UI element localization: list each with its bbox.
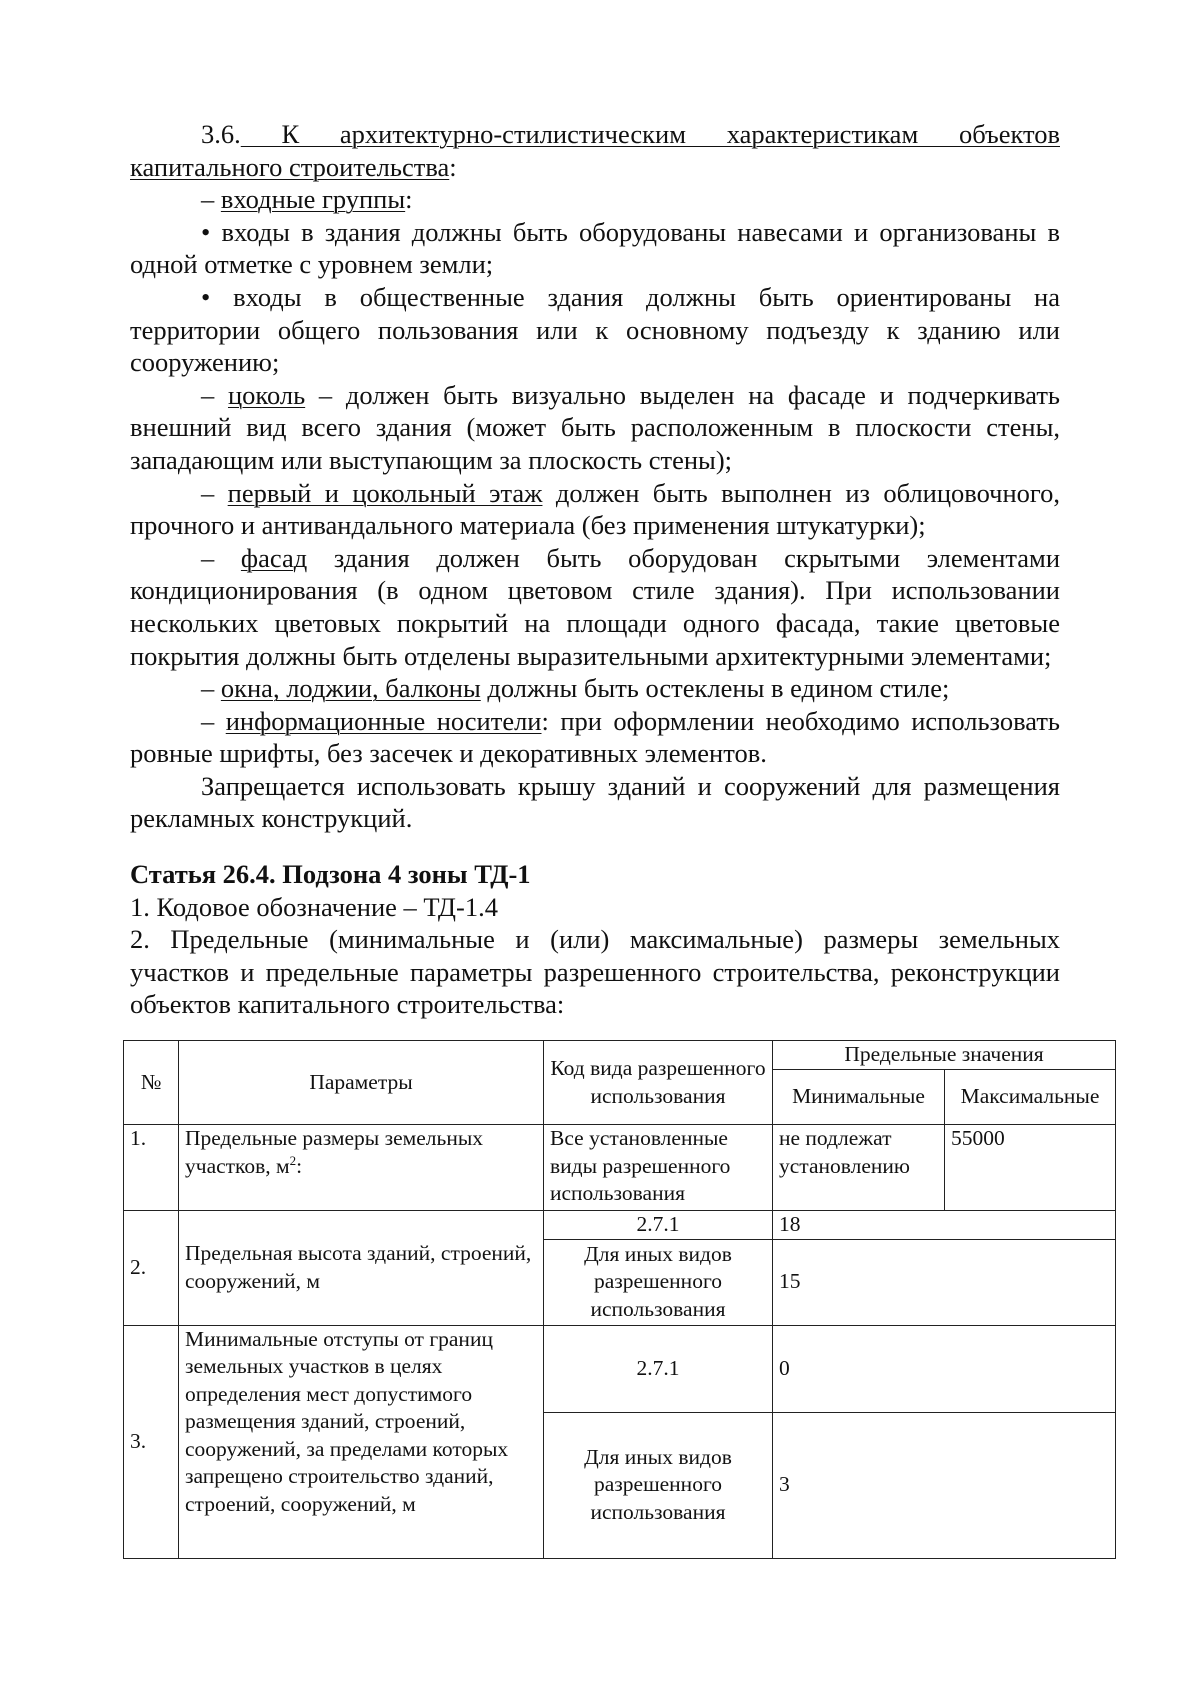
header-limits: Предельные значения	[773, 1041, 1116, 1070]
parameters-table	[123, 1040, 1116, 1559]
article-26-4	[130, 858, 1060, 1021]
row1-max: 55000	[945, 1125, 1116, 1211]
article-item-1: 1. Кодовое обозначение – ТД-1.4	[130, 891, 498, 922]
row2-value-b: 15	[773, 1239, 1116, 1325]
floor-paragraph: – первый и цокольный этаж должен быть выполнен из облицовочного, прочного и антивандального материала (без применения штукатурки);	[130, 477, 1061, 541]
row3-value-b: 3	[773, 1412, 1116, 1558]
section-3-6	[130, 118, 1060, 835]
header-max: Максимальные	[945, 1070, 1116, 1125]
table-row	[124, 1325, 1116, 1412]
row1-param: Предельные размеры земельных участков, $м^2$:	[179, 1125, 544, 1211]
section-3-6-heading: 3.6. К архитектурно-стилистическим характеристикам объектов капитального строительства:	[130, 119, 1060, 182]
entrance-groups-term: входные группы	[220, 184, 406, 215]
bullet-canopy: • входы в здания должны быть оборудованы навесами и организованы в одной отметке с уровнем земли;	[130, 216, 1060, 280]
table-row	[124, 1211, 1116, 1240]
row2-code-a: 2.7.1	[544, 1211, 773, 1240]
table-row	[124, 1125, 1116, 1211]
row3-code-a: 2.7.1	[544, 1325, 773, 1412]
plinth-paragraph: – цоколь – должен быть визуально выделен на фасаде и подчеркивать внешний вид всего здания (может быть расположенным в плоскости стены, западающим или выступающим за плоскость стены);	[130, 379, 1060, 475]
header-number: №	[124, 1041, 179, 1125]
plinth-term: цоколь	[227, 379, 306, 410]
row3-code-b: Для иных видов разрешенного использования	[544, 1412, 773, 1558]
header-params: Параметры	[179, 1041, 544, 1125]
roof-ban-paragraph: Запрещается использовать крышу зданий и сооружений для размещения рекламных конструкций.	[130, 770, 1060, 834]
row2-code-b: Для иных видов разрешенного использования	[544, 1239, 773, 1325]
windows-paragraph: – окна, лоджии, балконы должны быть остеклены в едином стиле;	[201, 673, 950, 704]
row1-min: не подлежат установлению	[773, 1125, 945, 1211]
header-min: Минимальные	[773, 1070, 945, 1125]
floor-term: первый и цокольный этаж	[227, 477, 543, 508]
row2-value-a: 18	[773, 1211, 1116, 1240]
info-carriers-paragraph: – информационные носители: при оформлении необходимо использовать ровные шрифты, без засечек и декоративных элементов.	[130, 705, 1061, 769]
row3-value-a: 0	[773, 1325, 1116, 1412]
table-header-row	[124, 1041, 1116, 1070]
info-carriers-term: информационные носители	[225, 705, 542, 736]
header-code: Код вида разрешенного использования	[544, 1041, 773, 1125]
article-title: Статья 26.4. Подзона 4 зоны ТД-1	[130, 859, 531, 889]
row2-number: 2.	[124, 1211, 179, 1326]
row2-param: Предельная высота зданий, строений, сооружений, м	[179, 1211, 544, 1326]
article-item-2: 2. Предельные (минимальные и (или) максимальные) размеры земельных участков и предельные параметры разрешенного строительства, реконструкции объектов капитального строительства:	[130, 924, 1060, 1020]
row3-number: 3.	[124, 1325, 179, 1558]
row1-code: Все установленные виды разрешенного использования	[544, 1125, 773, 1211]
row3-param: Минимальные отступы от границ земельных участков в целях определения мест допустимого размещения зданий, строений, сооружений, за пределами которых запрещено строительство зданий, строений, сооружений, м	[179, 1325, 544, 1558]
facade-term: фасад	[240, 542, 308, 573]
section-heading: К архитектурно-стилистическим характеристикам объектов капитального строительства	[130, 119, 1060, 182]
bullet-orientation: • входы в общественные здания должны быть ориентированы на территории общего пользования или к основному подъезду к зданию или сооружению;	[130, 281, 1060, 378]
entrance-groups-line: – входные группы:	[201, 184, 413, 215]
section-number: 3.6.	[201, 119, 241, 149]
facade-paragraph: – фасад здания должен быть оборудован скрытыми элементами кондиционирования (в одном цветовом стиле здания). При использовании нескольких цветовых покрытий на площади одного фасада, такие цветовые покрытия должны быть отделены выразительными архитектурными элементами;	[130, 542, 1061, 671]
row1-number: 1.	[124, 1125, 179, 1211]
windows-term: окна, лоджии, балконы	[220, 673, 481, 704]
